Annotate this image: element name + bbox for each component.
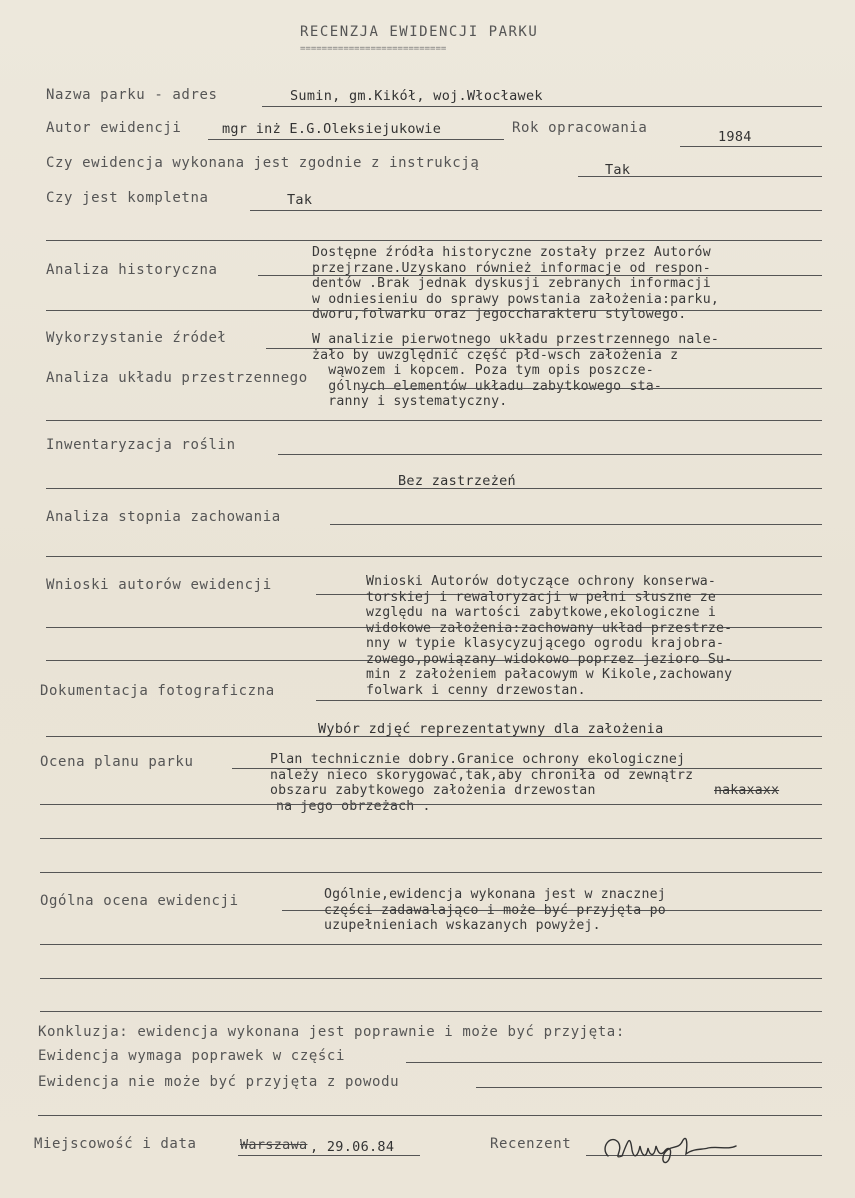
analiza-hist-line [258,275,822,276]
nie-moze-label: Ewidencja nie może być przyjęta z powodu [38,1074,400,1090]
plan-line-4 [40,872,822,873]
blank-line [46,240,822,241]
analiza-hist-line-2 [46,310,822,311]
uklad-label: Analiza układu przestrzennego [46,370,308,386]
ogolna-text: Ogólnie,ewidencja wykonana jest w znacznej części zadawalająco i może być przyjęta po uzupełnieniach wskazanych powyżej. [324,887,666,933]
inwent-label: Inwentaryzacja roślin [46,437,236,453]
signature-image [598,1120,748,1170]
autor-value: mgr inż E.G.Oleksiejukowie [222,121,442,137]
bez-zastrzezen: Bez zastrzeżeń [398,473,516,489]
wymaga-line [406,1062,822,1063]
miejsce-line [238,1155,420,1156]
rok-label: Rok opracowania [512,120,648,136]
plan-label: Ocena planu parku [40,754,194,770]
zgodnie-value: Tak [605,162,631,178]
kompletna-value: Tak [287,192,313,208]
dokumentacja-line [316,700,822,701]
nie-moze-line [476,1087,822,1088]
miejsce-value: Warszawa [240,1137,308,1153]
ogolna-line-3 [40,978,822,979]
plan-line-3 [40,838,822,839]
uklad-line [360,388,822,389]
plan-text-2: na jego obrzeżach . [276,799,431,814]
zrodel-label: Wykorzystanie źródeł [46,330,227,346]
stopien-line-2 [46,556,822,557]
plan-text: Plan technicznie dobry.Granice ochrony ekologicznej należy nieco skorygować,tak,aby chroniła od zewnątrz obszaru zabytkowego założenia drzewostan [270,752,694,798]
wymaga-label: Ewidencja wymaga poprawek w części [38,1048,345,1064]
dokumentacja-value: Wybór zdjęć reprezentatywny dla założenia [318,721,664,737]
dokumentacja-line-2 [46,736,822,737]
page-title: RECENZJA EWIDENCJI PARKU [300,24,539,40]
autor-label: Autor ewidencji [46,120,182,136]
analiza-hist-label: Analiza historyczna [46,262,218,278]
data-value: , 29.06.84 [310,1139,395,1155]
stopien-line [330,524,822,525]
zgodnie-label: Czy ewidencja wykonana jest zgodnie z instrukcją [46,155,480,171]
analiza-hist-text: Dostępne źródła historyczne zostały przez Autorów przejrzane.Uzyskano również informacje od respon- dentów .Brak jednak dyskusji zebranych informacji w odniesieniu do sprawy powstania założenia:parku, dworu,folwarku oraz jegoccharakteru stylowego. [312,245,719,322]
uklad-line-2 [46,420,822,421]
wnioski-label: Wnioski autorów ewidencji [46,577,272,593]
konkluzja-label: Konkluzja: ewidencja wykonana jest poprawnie i może być przyjęta: [38,1024,625,1040]
dokumentacja-label: Dokumentacja fotograficzna [40,683,275,699]
ogolna-line-2 [40,944,822,945]
kompletna-line [250,210,822,211]
nazwa-label: Nazwa parku - adres [46,87,218,103]
nazwa-value: Sumin, gm.Kikół, woj.Włocławek [290,88,543,104]
plan-struck-text: nakaxaxx [714,783,780,798]
rok-line [680,146,822,147]
nie-moze-line-2 [38,1115,822,1116]
ogolna-line-4 [40,1011,822,1012]
rok-value: 1984 [718,129,752,145]
uklad-text: W analizie pierwotnego układu przestrzennego nale- żało by uwzględnić część płd-wsch założenia z wąwozem i kopcem. Poza tym opis poszcze- gólnych elementów układu zabytkowego sta- ranny i systematyczny. [312,332,719,409]
autor-line [208,139,504,140]
kompletna-label: Czy jest kompletna [46,190,209,206]
miejsce-label: Miejscowość i data [34,1136,197,1152]
inwent-line [278,454,822,455]
wnioski-text: Wnioski Autorów dotyczące ochrony konserwa- torskiej i rewaloryzacji w pełni słuszne ze względu na wartości zabytkowe,ekologiczne i widokowe założenia:zachowany układ przestrze- nny w typie klasycyzującego ogrodu krajobra- zowego,powiązany widokowo poprzez jezioro Su- min z założeniem pałacowym w Kikole,zachowany folwark i cenny drzewostan. [366,574,733,698]
stopien-label: Analiza stopnia zachowania [46,509,281,525]
recenzent-label: Recenzent [490,1136,572,1152]
ogolna-label: Ogólna ocena ewidencji [40,893,239,909]
plan-line-2 [40,804,822,805]
title-underline: =========================== [300,44,447,54]
nazwa-line [262,106,822,107]
